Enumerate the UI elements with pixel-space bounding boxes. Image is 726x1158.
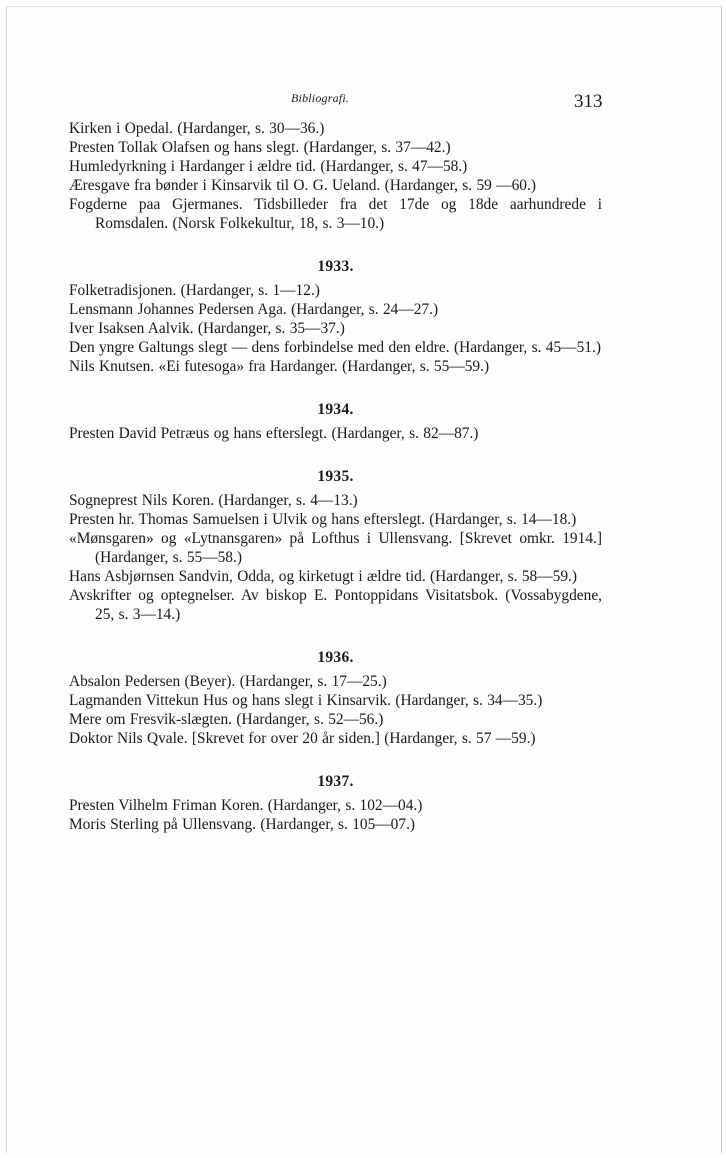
page-number: 313 <box>574 91 603 112</box>
bibliography-entry: Æresgave fra bønder i Kinsarvik til O. G. Ueland. (Hardanger, s. 59 —60.) <box>69 177 536 194</box>
bibliography-entry: Doktor Nils Qvale. [Skrevet for over 20 år siden.] (Hardanger, s. 57 —59.) <box>69 730 536 747</box>
bibliography-entry: Den yngre Galtungs slegt — dens forbindelse med den eldre. (Hardanger, s. 45—51.) <box>69 339 601 356</box>
bibliography-entry: Lensmann Johannes Pedersen Aga. (Hardanger, s. 24—27.) <box>69 301 439 318</box>
year-section <box>69 648 602 748</box>
year-section <box>69 257 602 376</box>
bibliography-entry: Humledyrkning i Hardanger i ældre tid. (Hardanger, s. 47—58.) <box>69 158 468 175</box>
bibliography-entry: Presten David Petræus og hans efterslegt. (Hardanger, s. 82—87.) <box>69 425 479 442</box>
year-section <box>69 119 602 233</box>
bibliography-entry: Hans Asbjørnsen Sandvin, Odda, og kirketugt i ældre tid. (Hardanger, s. 58—59.) <box>69 568 577 585</box>
bibliography-list <box>69 119 602 834</box>
year-section <box>69 467 602 624</box>
bibliography-entry: Moris Sterling på Ullensvang. (Hardanger, s. 105—07.) <box>69 816 416 833</box>
bibliography-entry: Sogneprest Nils Koren. (Hardanger, s. 4—13.) <box>69 492 358 509</box>
bibliography-entry: Absalon Pedersen (Beyer). (Hardanger, s. 17—25.) <box>69 673 387 690</box>
year-heading: 1933. <box>317 258 354 275</box>
bibliography-entry: Folketradisjonen. (Hardanger, s. 1—12.) <box>69 282 320 299</box>
bibliography-entry: Fogderne paa Gjermanes. Tidsbilleder fra det 17de og 18de aarhundrede i Romsdalen. (Norsk Folkekultur, 18, s. 3—10.) <box>69 196 602 232</box>
running-title: Bibliografi. <box>291 91 350 105</box>
bibliography-entry: Nils Knutsen. «Ei futesoga» fra Hardanger. (Hardanger, s. 55—59.) <box>69 358 490 375</box>
year-heading: 1936. <box>317 649 354 666</box>
year-heading: 1934. <box>317 401 354 418</box>
bibliography-entry: Mere om Fresvik-slægten. (Hardanger, s. 52—56.) <box>69 711 384 728</box>
bibliography-entry: Kirken i Opedal. (Hardanger, s. 30—36.) <box>69 120 325 137</box>
year-heading: 1935. <box>317 468 354 485</box>
year-section <box>69 400 602 443</box>
bibliography-entry: Presten hr. Thomas Samuelsen i Ulvik og hans efterslegt. (Hardanger, s. 14—18.) <box>69 511 577 528</box>
bibliography-entry: Iver Isaksen Aalvik. (Hardanger, s. 35—37.) <box>69 320 345 337</box>
bibliography-entry: Avskrifter og optegnelser. Av biskop E. Pontoppidans Visitatsbok. (Vossabygdene, 25, s. 3—14.) <box>69 587 602 623</box>
bibliography-entry: Lagmanden Vittekun Hus og hans slegt i Kinsarvik. (Hardanger, s. 34—35.) <box>69 692 543 709</box>
bibliography-entry: Presten Tollak Olafsen og hans slegt. (Hardanger, s. 37—42.) <box>69 139 451 156</box>
year-heading: 1937. <box>317 773 354 790</box>
bibliography-entry: «Mønsgaren» og «Lytnansgaren» på Lofthus i Ullensvang. [Skrevet omkr. 1914.] (Hardanger, s. 55—58.) <box>69 530 602 566</box>
bibliography-entry: Presten Vilhelm Friman Koren. (Hardanger, s. 102—04.) <box>69 797 423 814</box>
year-section <box>69 772 602 834</box>
